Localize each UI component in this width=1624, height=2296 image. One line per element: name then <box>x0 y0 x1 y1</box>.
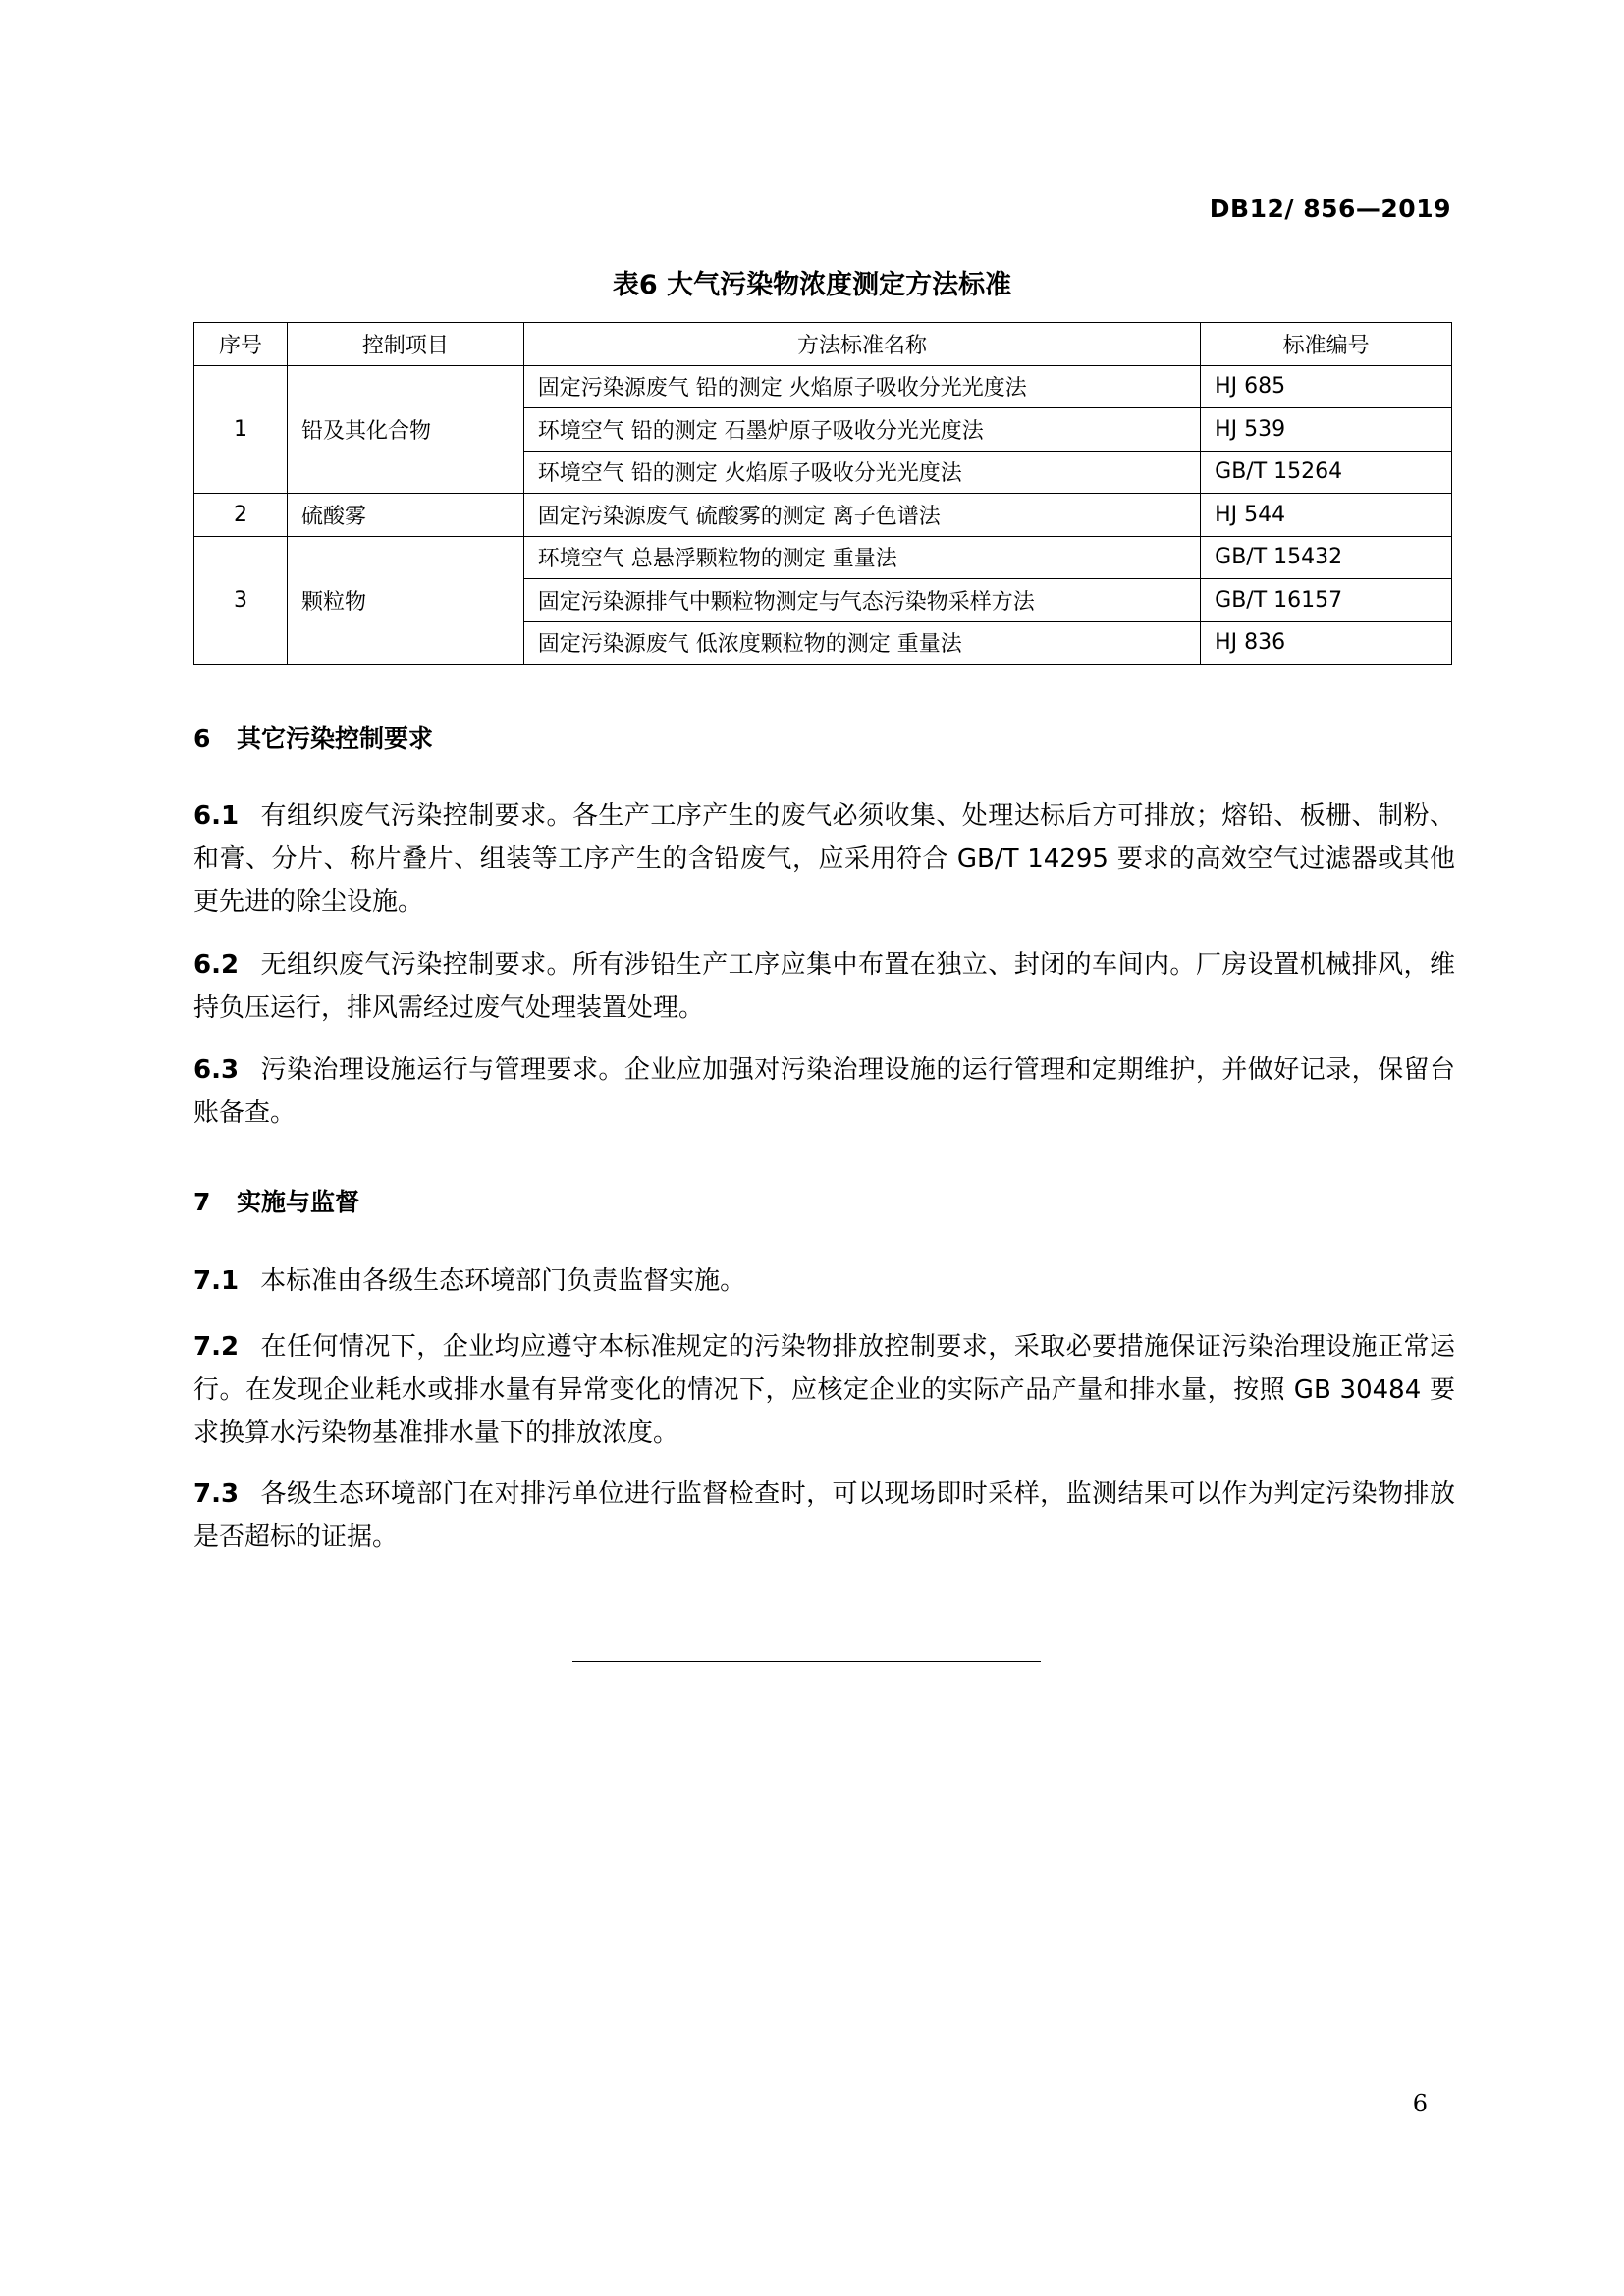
clause-number: 6.3 <box>193 1055 240 1085</box>
clause-7-2 <box>193 1325 1455 1455</box>
control-item: 颗粒物 <box>287 536 523 665</box>
method-name: 环境空气 总悬浮颗粒物的测定 重量法 <box>523 536 1200 579</box>
table-row <box>194 365 1452 408</box>
section-heading-6 <box>193 720 433 755</box>
section-title: 其它污染控制要求 <box>237 724 434 753</box>
clause-text: 本标准由各级生态环境部门负责监督实施。 <box>260 1266 746 1296</box>
control-item: 硫酸雾 <box>287 494 523 537</box>
standard-code: GB/T 15432 <box>1201 536 1452 579</box>
standard-code: HJ 836 <box>1201 621 1452 665</box>
column-header: 控制项目 <box>287 323 523 366</box>
clause-number: 7.2 <box>193 1332 240 1362</box>
end-rule <box>572 1661 1041 1662</box>
method-name: 环境空气 铅的测定 火焰原子吸收分光光度法 <box>523 451 1200 494</box>
clause-6-1 <box>193 794 1455 924</box>
clause-number: 7.3 <box>193 1479 240 1509</box>
row-number: 3 <box>194 536 288 665</box>
standard-code: GB/T 15264 <box>1201 451 1452 494</box>
standards-table <box>193 322 1452 665</box>
method-name: 环境空气 铅的测定 石墨炉原子吸收分光光度法 <box>523 408 1200 452</box>
standard-code: HJ 544 <box>1201 494 1452 537</box>
method-name: 固定污染源排气中颗粒物测定与气态污染物采样方法 <box>523 579 1200 622</box>
control-item: 铅及其化合物 <box>287 365 523 494</box>
table-row <box>194 494 1452 537</box>
method-name: 固定污染源废气 低浓度颗粒物的测定 重量法 <box>523 621 1200 665</box>
clause-7-3 <box>193 1472 1455 1559</box>
clause-text: 各级生态环境部门在对排污单位进行监督检查时，可以现场即时采样，监测结果可以作为判定污染物排放是否超标的证据。 <box>193 1479 1455 1552</box>
clause-text: 无组织废气污染控制要求。所有涉铅生产工序应集中布置在独立、封闭的车间内。厂房设置机械排风，维持负压运行，排风需经过废气处理装置处理。 <box>193 950 1455 1023</box>
clause-number: 6.1 <box>193 801 240 830</box>
table-row <box>194 536 1452 579</box>
method-name: 固定污染源废气 铅的测定 火焰原子吸收分光光度法 <box>523 365 1200 408</box>
column-header: 序号 <box>194 323 288 366</box>
clause-text: 有组织废气污染控制要求。各生产工序产生的废气必须收集、处理达标后方可排放；熔铅、板栅、制粉、和膏、分片、称片叠片、组装等工序产生的含铅废气，应采用符合 GB/T 14295 要求的高效空气过滤器或其他更先进的除尘设施。 <box>193 801 1455 917</box>
row-number: 1 <box>194 365 288 494</box>
clause-7-1 <box>193 1259 1455 1303</box>
column-header: 标准编号 <box>1201 323 1452 366</box>
standard-code: GB/T 16157 <box>1201 579 1452 622</box>
document-code: DB12/ 856—2019 <box>1209 194 1451 223</box>
page-number: 6 <box>1412 2090 1428 2117</box>
column-header: 方法标准名称 <box>523 323 1200 366</box>
row-number: 2 <box>194 494 288 537</box>
section-heading-7 <box>193 1183 359 1218</box>
clause-number: 6.2 <box>193 950 240 980</box>
table-title: 表6 大气污染物浓度测定方法标准 <box>612 270 1012 300</box>
standard-code: HJ 539 <box>1201 408 1452 452</box>
clause-6-2 <box>193 943 1455 1030</box>
table-header-row <box>194 323 1452 366</box>
clause-number: 7.1 <box>193 1266 240 1296</box>
clause-6-3 <box>193 1048 1455 1135</box>
section-title: 实施与监督 <box>237 1188 360 1216</box>
method-name: 固定污染源废气 硫酸雾的测定 离子色谱法 <box>523 494 1200 537</box>
section-number: 7 <box>193 1188 211 1216</box>
section-number: 6 <box>193 724 211 753</box>
clause-text: 在任何情况下，企业均应遵守本标准规定的污染物排放控制要求，采取必要措施保证污染治理设施正常运行。在发现企业耗水或排水量有异常变化的情况下，应核定企业的实际产品产量和排水量，按照 GB 30484 要求换算水污染物基准排水量下的排放浓度。 <box>193 1332 1455 1448</box>
standard-code: HJ 685 <box>1201 365 1452 408</box>
clause-text: 污染治理设施运行与管理要求。企业应加强对污染治理设施的运行管理和定期维护，并做好记录，保留台账备查。 <box>193 1055 1455 1128</box>
